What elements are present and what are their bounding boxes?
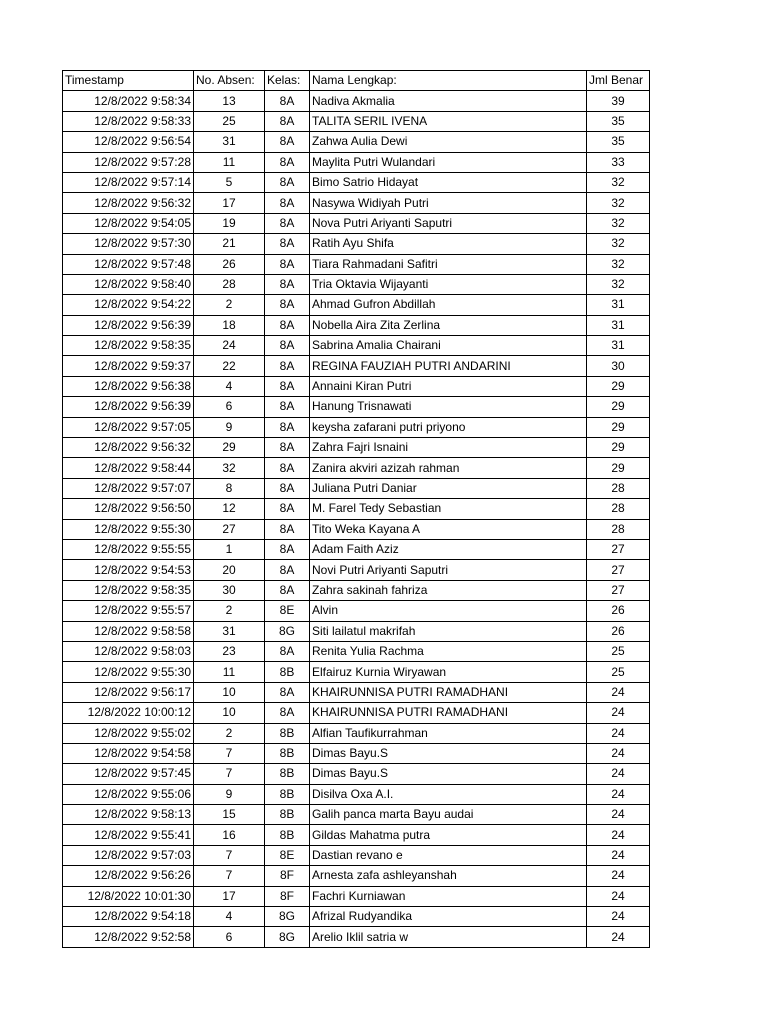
table-row xyxy=(63,336,650,356)
cell-timestamp: 12/8/2022 9:58:35 xyxy=(63,580,194,600)
cell-no-absen: 29 xyxy=(194,438,265,458)
table-row xyxy=(63,560,650,580)
cell-nama-lengkap: Afrizal Rudyandika xyxy=(310,907,587,927)
cell-nama-lengkap: Arelio Iklil satria w xyxy=(310,927,587,947)
cell-timestamp: 12/8/2022 9:55:55 xyxy=(63,539,194,559)
cell-kelas: 8B xyxy=(265,784,310,804)
cell-kelas: 8A xyxy=(265,438,310,458)
cell-kelas: 8B xyxy=(265,764,310,784)
cell-timestamp: 12/8/2022 9:57:07 xyxy=(63,478,194,498)
cell-timestamp: 12/8/2022 9:56:26 xyxy=(63,866,194,886)
cell-kelas: 8A xyxy=(265,397,310,417)
cell-nama-lengkap: Tito Weka Kayana A xyxy=(310,519,587,539)
cell-no-absen: 17 xyxy=(194,193,265,213)
cell-no-absen: 10 xyxy=(194,682,265,702)
cell-jml-benar: 29 xyxy=(587,458,650,478)
cell-no-absen: 4 xyxy=(194,907,265,927)
cell-kelas: 8B xyxy=(265,662,310,682)
cell-kelas: 8B xyxy=(265,723,310,743)
cell-jml-benar: 24 xyxy=(587,784,650,804)
cell-timestamp: 12/8/2022 9:55:02 xyxy=(63,723,194,743)
cell-timestamp: 12/8/2022 9:55:06 xyxy=(63,784,194,804)
cell-no-absen: 17 xyxy=(194,886,265,906)
cell-nama-lengkap: Ratih Ayu Shifa xyxy=(310,234,587,254)
cell-nama-lengkap: keysha zafarani putri priyono xyxy=(310,417,587,437)
cell-timestamp: 12/8/2022 9:58:40 xyxy=(63,274,194,294)
table-row xyxy=(63,234,650,254)
cell-no-absen: 21 xyxy=(194,234,265,254)
cell-timestamp: 12/8/2022 9:58:35 xyxy=(63,336,194,356)
cell-jml-benar: 25 xyxy=(587,641,650,661)
table-row xyxy=(63,132,650,152)
cell-jml-benar: 24 xyxy=(587,743,650,763)
cell-timestamp: 12/8/2022 9:54:58 xyxy=(63,743,194,763)
cell-no-absen: 8 xyxy=(194,478,265,498)
table-row xyxy=(63,764,650,784)
cell-nama-lengkap: Gildas Mahatma putra xyxy=(310,825,587,845)
table-row xyxy=(63,927,650,947)
cell-nama-lengkap: Zahra Fajri Isnaini xyxy=(310,438,587,458)
cell-no-absen: 16 xyxy=(194,825,265,845)
cell-timestamp: 12/8/2022 9:56:39 xyxy=(63,397,194,417)
table-row xyxy=(63,193,650,213)
cell-timestamp: 12/8/2022 9:56:39 xyxy=(63,315,194,335)
cell-jml-benar: 29 xyxy=(587,397,650,417)
cell-timestamp: 12/8/2022 9:57:03 xyxy=(63,845,194,865)
cell-jml-benar: 24 xyxy=(587,927,650,947)
cell-timestamp: 12/8/2022 9:55:30 xyxy=(63,662,194,682)
cell-kelas: 8A xyxy=(265,315,310,335)
cell-nama-lengkap: Disilva Oxa A.I. xyxy=(310,784,587,804)
cell-timestamp: 12/8/2022 9:59:37 xyxy=(63,356,194,376)
table-row xyxy=(63,499,650,519)
cell-jml-benar: 32 xyxy=(587,254,650,274)
cell-kelas: 8A xyxy=(265,274,310,294)
cell-kelas: 8A xyxy=(265,641,310,661)
cell-kelas: 8E xyxy=(265,845,310,865)
cell-jml-benar: 31 xyxy=(587,336,650,356)
cell-timestamp: 12/8/2022 9:57:48 xyxy=(63,254,194,274)
cell-nama-lengkap: Nadiva Akmalia xyxy=(310,91,587,111)
cell-nama-lengkap: REGINA FAUZIAH PUTRI ANDARINI xyxy=(310,356,587,376)
cell-nama-lengkap: Tria Oktavia Wijayanti xyxy=(310,274,587,294)
cell-timestamp: 12/8/2022 9:56:32 xyxy=(63,438,194,458)
cell-nama-lengkap: Sabrina Amalia Chairani xyxy=(310,336,587,356)
table-row xyxy=(63,111,650,131)
cell-kelas: 8A xyxy=(265,580,310,600)
cell-nama-lengkap: Elfairuz Kurnia Wiryawan xyxy=(310,662,587,682)
cell-jml-benar: 32 xyxy=(587,213,650,233)
table-row xyxy=(63,601,650,621)
cell-jml-benar: 24 xyxy=(587,723,650,743)
table-row xyxy=(63,784,650,804)
cell-no-absen: 32 xyxy=(194,458,265,478)
table-row xyxy=(63,438,650,458)
table-row xyxy=(63,397,650,417)
cell-timestamp: 12/8/2022 9:56:32 xyxy=(63,193,194,213)
cell-no-absen: 7 xyxy=(194,743,265,763)
cell-kelas: 8A xyxy=(265,172,310,192)
cell-no-absen: 15 xyxy=(194,805,265,825)
cell-nama-lengkap: Juliana Putri Daniar xyxy=(310,478,587,498)
cell-jml-benar: 29 xyxy=(587,376,650,396)
cell-nama-lengkap: Arnesta zafa ashleyanshah xyxy=(310,866,587,886)
header-jml-benar: Jml Benar xyxy=(587,71,650,91)
cell-kelas: 8A xyxy=(265,560,310,580)
table-row xyxy=(63,886,650,906)
header-nama-lengkap: Nama Lengkap: xyxy=(310,71,587,91)
cell-jml-benar: 28 xyxy=(587,519,650,539)
cell-nama-lengkap: M. Farel Tedy Sebastian xyxy=(310,499,587,519)
cell-jml-benar: 24 xyxy=(587,845,650,865)
cell-jml-benar: 32 xyxy=(587,274,650,294)
cell-timestamp: 12/8/2022 9:58:58 xyxy=(63,621,194,641)
cell-no-absen: 25 xyxy=(194,111,265,131)
cell-jml-benar: 31 xyxy=(587,295,650,315)
cell-no-absen: 18 xyxy=(194,315,265,335)
cell-jml-benar: 32 xyxy=(587,234,650,254)
cell-no-absen: 7 xyxy=(194,764,265,784)
cell-kelas: 8A xyxy=(265,519,310,539)
cell-timestamp: 12/8/2022 9:57:30 xyxy=(63,234,194,254)
cell-nama-lengkap: Zahwa Aulia Dewi xyxy=(310,132,587,152)
cell-jml-benar: 30 xyxy=(587,356,650,376)
cell-kelas: 8G xyxy=(265,907,310,927)
header-row xyxy=(63,71,650,91)
cell-kelas: 8A xyxy=(265,295,310,315)
cell-nama-lengkap: KHAIRUNNISA PUTRI RAMADHANI xyxy=(310,682,587,702)
table-row xyxy=(63,213,650,233)
cell-kelas: 8B xyxy=(265,805,310,825)
cell-timestamp: 12/8/2022 9:56:38 xyxy=(63,376,194,396)
cell-nama-lengkap: Maylita Putri Wulandari xyxy=(310,152,587,172)
cell-no-absen: 2 xyxy=(194,295,265,315)
cell-no-absen: 5 xyxy=(194,172,265,192)
table-row xyxy=(63,315,650,335)
cell-jml-benar: 24 xyxy=(587,907,650,927)
cell-jml-benar: 27 xyxy=(587,560,650,580)
table-row xyxy=(63,519,650,539)
cell-nama-lengkap: Dastian revano e xyxy=(310,845,587,865)
cell-timestamp: 12/8/2022 9:57:45 xyxy=(63,764,194,784)
cell-no-absen: 6 xyxy=(194,927,265,947)
cell-no-absen: 2 xyxy=(194,601,265,621)
cell-kelas: 8F xyxy=(265,886,310,906)
table-row xyxy=(63,417,650,437)
cell-no-absen: 26 xyxy=(194,254,265,274)
cell-jml-benar: 24 xyxy=(587,866,650,886)
cell-timestamp: 12/8/2022 9:58:13 xyxy=(63,805,194,825)
header-kelas: Kelas: xyxy=(265,71,310,91)
cell-nama-lengkap: Ahmad Gufron Abdillah xyxy=(310,295,587,315)
cell-jml-benar: 28 xyxy=(587,478,650,498)
table-row xyxy=(63,682,650,702)
cell-kelas: 8B xyxy=(265,743,310,763)
cell-timestamp: 12/8/2022 9:58:44 xyxy=(63,458,194,478)
cell-nama-lengkap: Zanira akviri azizah rahman xyxy=(310,458,587,478)
cell-jml-benar: 27 xyxy=(587,539,650,559)
table-row xyxy=(63,866,650,886)
table-row xyxy=(63,621,650,641)
cell-kelas: 8A xyxy=(265,91,310,111)
table-body xyxy=(63,91,650,947)
cell-nama-lengkap: Bimo Satrio Hidayat xyxy=(310,172,587,192)
cell-timestamp: 12/8/2022 10:00:12 xyxy=(63,703,194,723)
cell-kelas: 8G xyxy=(265,621,310,641)
cell-kelas: 8A xyxy=(265,703,310,723)
table-row xyxy=(63,845,650,865)
cell-kelas: 8A xyxy=(265,213,310,233)
cell-jml-benar: 27 xyxy=(587,580,650,600)
cell-kelas: 8A xyxy=(265,234,310,254)
cell-kelas: 8A xyxy=(265,417,310,437)
cell-kelas: 8A xyxy=(265,458,310,478)
cell-no-absen: 20 xyxy=(194,560,265,580)
cell-jml-benar: 24 xyxy=(587,682,650,702)
table-row xyxy=(63,641,650,661)
cell-no-absen: 7 xyxy=(194,866,265,886)
cell-jml-benar: 29 xyxy=(587,417,650,437)
cell-jml-benar: 31 xyxy=(587,315,650,335)
cell-nama-lengkap: TALITA SERIL IVENA xyxy=(310,111,587,131)
cell-nama-lengkap: Siti lailatul makrifah xyxy=(310,621,587,641)
cell-nama-lengkap: Dimas Bayu.S xyxy=(310,743,587,763)
table-row xyxy=(63,376,650,396)
cell-nama-lengkap: Adam Faith Aziz xyxy=(310,539,587,559)
table-row xyxy=(63,152,650,172)
cell-timestamp: 12/8/2022 9:58:33 xyxy=(63,111,194,131)
table-row xyxy=(63,91,650,111)
cell-timestamp: 12/8/2022 9:55:57 xyxy=(63,601,194,621)
cell-nama-lengkap: Zahra sakinah fahriza xyxy=(310,580,587,600)
cell-kelas: 8A xyxy=(265,254,310,274)
table-row xyxy=(63,825,650,845)
table-row xyxy=(63,458,650,478)
cell-no-absen: 30 xyxy=(194,580,265,600)
cell-timestamp: 12/8/2022 10:01:30 xyxy=(63,886,194,906)
cell-kelas: 8A xyxy=(265,152,310,172)
cell-no-absen: 22 xyxy=(194,356,265,376)
cell-timestamp: 12/8/2022 9:54:22 xyxy=(63,295,194,315)
cell-timestamp: 12/8/2022 9:56:17 xyxy=(63,682,194,702)
cell-no-absen: 10 xyxy=(194,703,265,723)
cell-jml-benar: 24 xyxy=(587,805,650,825)
results-table xyxy=(62,70,650,948)
cell-timestamp: 12/8/2022 9:56:50 xyxy=(63,499,194,519)
table-row xyxy=(63,580,650,600)
cell-jml-benar: 29 xyxy=(587,438,650,458)
cell-timestamp: 12/8/2022 9:57:28 xyxy=(63,152,194,172)
cell-no-absen: 28 xyxy=(194,274,265,294)
cell-kelas: 8A xyxy=(265,193,310,213)
cell-jml-benar: 35 xyxy=(587,132,650,152)
cell-nama-lengkap: Renita Yulia Rachma xyxy=(310,641,587,661)
cell-no-absen: 13 xyxy=(194,91,265,111)
cell-timestamp: 12/8/2022 9:54:05 xyxy=(63,213,194,233)
cell-nama-lengkap: Alfian Taufikurrahman xyxy=(310,723,587,743)
cell-timestamp: 12/8/2022 9:57:14 xyxy=(63,172,194,192)
cell-kelas: 8A xyxy=(265,682,310,702)
cell-timestamp: 12/8/2022 9:52:58 xyxy=(63,927,194,947)
cell-kelas: 8A xyxy=(265,111,310,131)
table-row xyxy=(63,356,650,376)
table-row xyxy=(63,274,650,294)
cell-jml-benar: 28 xyxy=(587,499,650,519)
cell-timestamp: 12/8/2022 9:55:41 xyxy=(63,825,194,845)
cell-no-absen: 6 xyxy=(194,397,265,417)
cell-nama-lengkap: Alvin xyxy=(310,601,587,621)
cell-nama-lengkap: Nova Putri Ariyanti Saputri xyxy=(310,213,587,233)
table-row xyxy=(63,662,650,682)
cell-nama-lengkap: Annaini Kiran Putri xyxy=(310,376,587,396)
cell-jml-benar: 35 xyxy=(587,111,650,131)
cell-kelas: 8A xyxy=(265,499,310,519)
cell-kelas: 8A xyxy=(265,336,310,356)
cell-nama-lengkap: Dimas Bayu.S xyxy=(310,764,587,784)
cell-nama-lengkap: Galih panca marta Bayu audai xyxy=(310,805,587,825)
table-row xyxy=(63,254,650,274)
cell-nama-lengkap: Hanung Trisnawati xyxy=(310,397,587,417)
cell-kelas: 8A xyxy=(265,478,310,498)
cell-jml-benar: 26 xyxy=(587,601,650,621)
table-row xyxy=(63,907,650,927)
cell-no-absen: 12 xyxy=(194,499,265,519)
cell-no-absen: 31 xyxy=(194,621,265,641)
cell-timestamp: 12/8/2022 9:54:53 xyxy=(63,560,194,580)
cell-no-absen: 2 xyxy=(194,723,265,743)
cell-timestamp: 12/8/2022 9:56:54 xyxy=(63,132,194,152)
cell-nama-lengkap: Tiara Rahmadani Safitri xyxy=(310,254,587,274)
cell-timestamp: 12/8/2022 9:54:18 xyxy=(63,907,194,927)
cell-jml-benar: 24 xyxy=(587,764,650,784)
cell-nama-lengkap: Nobella Aira Zita Zerlina xyxy=(310,315,587,335)
cell-jml-benar: 24 xyxy=(587,886,650,906)
cell-timestamp: 12/8/2022 9:55:30 xyxy=(63,519,194,539)
cell-timestamp: 12/8/2022 9:58:03 xyxy=(63,641,194,661)
cell-no-absen: 9 xyxy=(194,784,265,804)
cell-no-absen: 1 xyxy=(194,539,265,559)
table-row xyxy=(63,478,650,498)
table-row xyxy=(63,539,650,559)
table-row xyxy=(63,805,650,825)
cell-kelas: 8B xyxy=(265,825,310,845)
table-row xyxy=(63,743,650,763)
cell-jml-benar: 32 xyxy=(587,172,650,192)
cell-timestamp: 12/8/2022 9:58:34 xyxy=(63,91,194,111)
table-row xyxy=(63,295,650,315)
cell-no-absen: 23 xyxy=(194,641,265,661)
cell-kelas: 8A xyxy=(265,376,310,396)
cell-no-absen: 24 xyxy=(194,336,265,356)
cell-jml-benar: 25 xyxy=(587,662,650,682)
table-row xyxy=(63,723,650,743)
header-no-absen: No. Absen: xyxy=(194,71,265,91)
table-row xyxy=(63,172,650,192)
cell-kelas: 8E xyxy=(265,601,310,621)
cell-jml-benar: 32 xyxy=(587,193,650,213)
cell-nama-lengkap: KHAIRUNNISA PUTRI RAMADHANI xyxy=(310,703,587,723)
cell-no-absen: 11 xyxy=(194,152,265,172)
cell-kelas: 8A xyxy=(265,539,310,559)
cell-kelas: 8G xyxy=(265,927,310,947)
cell-timestamp: 12/8/2022 9:57:05 xyxy=(63,417,194,437)
cell-kelas: 8A xyxy=(265,356,310,376)
cell-jml-benar: 26 xyxy=(587,621,650,641)
cell-no-absen: 4 xyxy=(194,376,265,396)
table-row xyxy=(63,703,650,723)
cell-no-absen: 31 xyxy=(194,132,265,152)
cell-no-absen: 11 xyxy=(194,662,265,682)
cell-kelas: 8A xyxy=(265,132,310,152)
cell-jml-benar: 24 xyxy=(587,703,650,723)
cell-no-absen: 7 xyxy=(194,845,265,865)
cell-jml-benar: 33 xyxy=(587,152,650,172)
cell-jml-benar: 24 xyxy=(587,825,650,845)
cell-no-absen: 19 xyxy=(194,213,265,233)
cell-no-absen: 9 xyxy=(194,417,265,437)
cell-jml-benar: 39 xyxy=(587,91,650,111)
cell-nama-lengkap: Fachri Kurniawan xyxy=(310,886,587,906)
cell-no-absen: 27 xyxy=(194,519,265,539)
cell-kelas: 8F xyxy=(265,866,310,886)
header-timestamp: Timestamp xyxy=(63,71,194,91)
cell-nama-lengkap: Novi Putri Ariyanti Saputri xyxy=(310,560,587,580)
cell-nama-lengkap: Nasywa Widiyah Putri xyxy=(310,193,587,213)
